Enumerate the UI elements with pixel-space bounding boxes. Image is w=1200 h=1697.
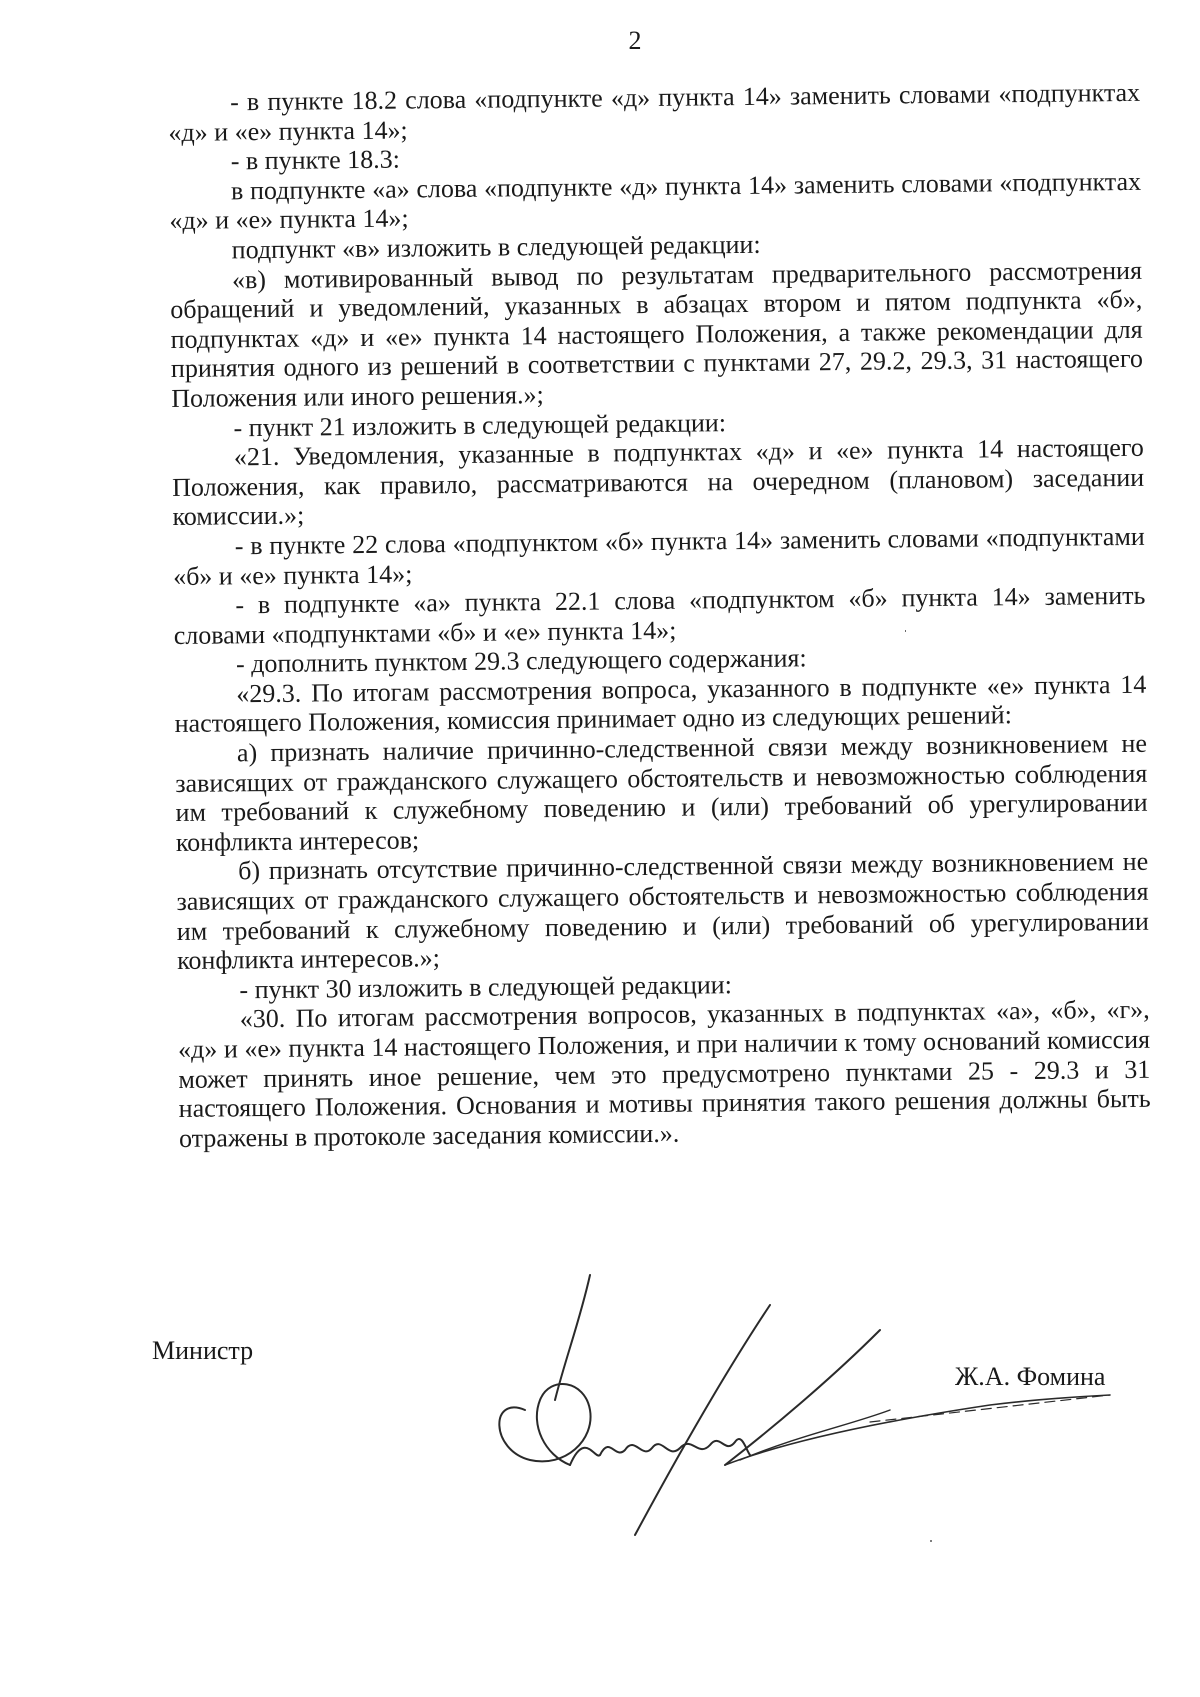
scan-speck <box>905 630 906 632</box>
paragraph: - в пункте 22 слова «подпунктом «б» пункта 14» заменить словами «подпунктами «б» и «е» пункта 14»; <box>172 521 1145 591</box>
paragraph: «21. Уведомления, указанные в подпунктах «д» и «е» пункта 14 настоящего Положения, как правило, рассматриваются на очередном (плановом) заседании комиссии.»; <box>172 432 1145 532</box>
paragraph: в подпункте «а» слова «подпункте «д» пункта 14» заменить словами «подпунктах «д» и «е» пункта 14»; <box>169 166 1142 236</box>
paragraph: - пункт 21 изложить в следующей редакции: <box>233 407 727 442</box>
signer-name: Ж.А. Фомина <box>955 1362 1106 1391</box>
paragraph: б) признать отсутствие причинно-следственной связи между возникновением не зависящих от гражданского служащего обстоятельств и невозможностью соблюдения им требований к служебному поведению и (или) требований об урегулировании конфликта интересов.»; <box>176 847 1149 976</box>
document-body <box>168 78 1151 1153</box>
paragraph: - дополнить пунктом 29.3 следующего содержания: <box>235 643 807 679</box>
signature-block <box>0 1290 1200 1490</box>
paragraph: - пункт 30 изложить в следующей редакции: <box>239 969 733 1005</box>
paragraph: «30. По итогам рассмотрения вопросов, указанных в подпунктах «а», «б», «г», «д» и «е» пункта 14 настоящего Положения, и при наличии к тому оснований комиссия может принять иное решение, чем это предусмотрено пунктами 25 - 29.3 и 31 настоящего Положения. Основания и мотивы принятия такого решения должны быть отражены в протоколе заседания комиссии.». <box>177 995 1151 1153</box>
paragraph: «29.3. По итогам рассмотрения вопроса, указанного в подпункте «е» пункта 14 настоящего Положения, комиссия принимает одно из следующих решений: <box>174 669 1147 739</box>
paragraph: - в подпункте «а» пункта 22.1 слова «подпунктом «б» пункта 14» заменить словами «подпунктами «б» и «е» пункта 14»; <box>173 580 1146 650</box>
paragraph: - в пункте 18.3: <box>230 144 401 176</box>
scan-speck <box>930 1540 932 1542</box>
paragraph: «в) мотивированный вывод по результатам предварительного рассмотрения обращений и уведомлений, указанных в абзацах втором и пятом подпункта «б», подпунктах «д» и «е» пункта 14 настоящего Положения, а также рекомендации для принятия одного из решений в соответствии с пунктами 27, 29.2, 29.3, 31 настоящего Положения или иного решения.»; <box>170 255 1144 413</box>
page-number: 2 <box>628 26 642 55</box>
paragraph: - в пункте 18.2 слова «подпункте «д» пункта 14» заменить словами «подпунктах «д» и «е» пункта 14»; <box>168 77 1141 147</box>
position-title: Министр <box>152 1336 254 1365</box>
paragraph: а) признать наличие причинно-следственной связи между возникновением не зависящих от гражданского служащего обстоятельств и невозможностью соблюдения им требований к служебному поведению и (или) требований об урегулировании конфликта интересов; <box>175 728 1148 857</box>
paragraph: подпункт «в» изложить в следующей редакции: <box>231 229 761 265</box>
